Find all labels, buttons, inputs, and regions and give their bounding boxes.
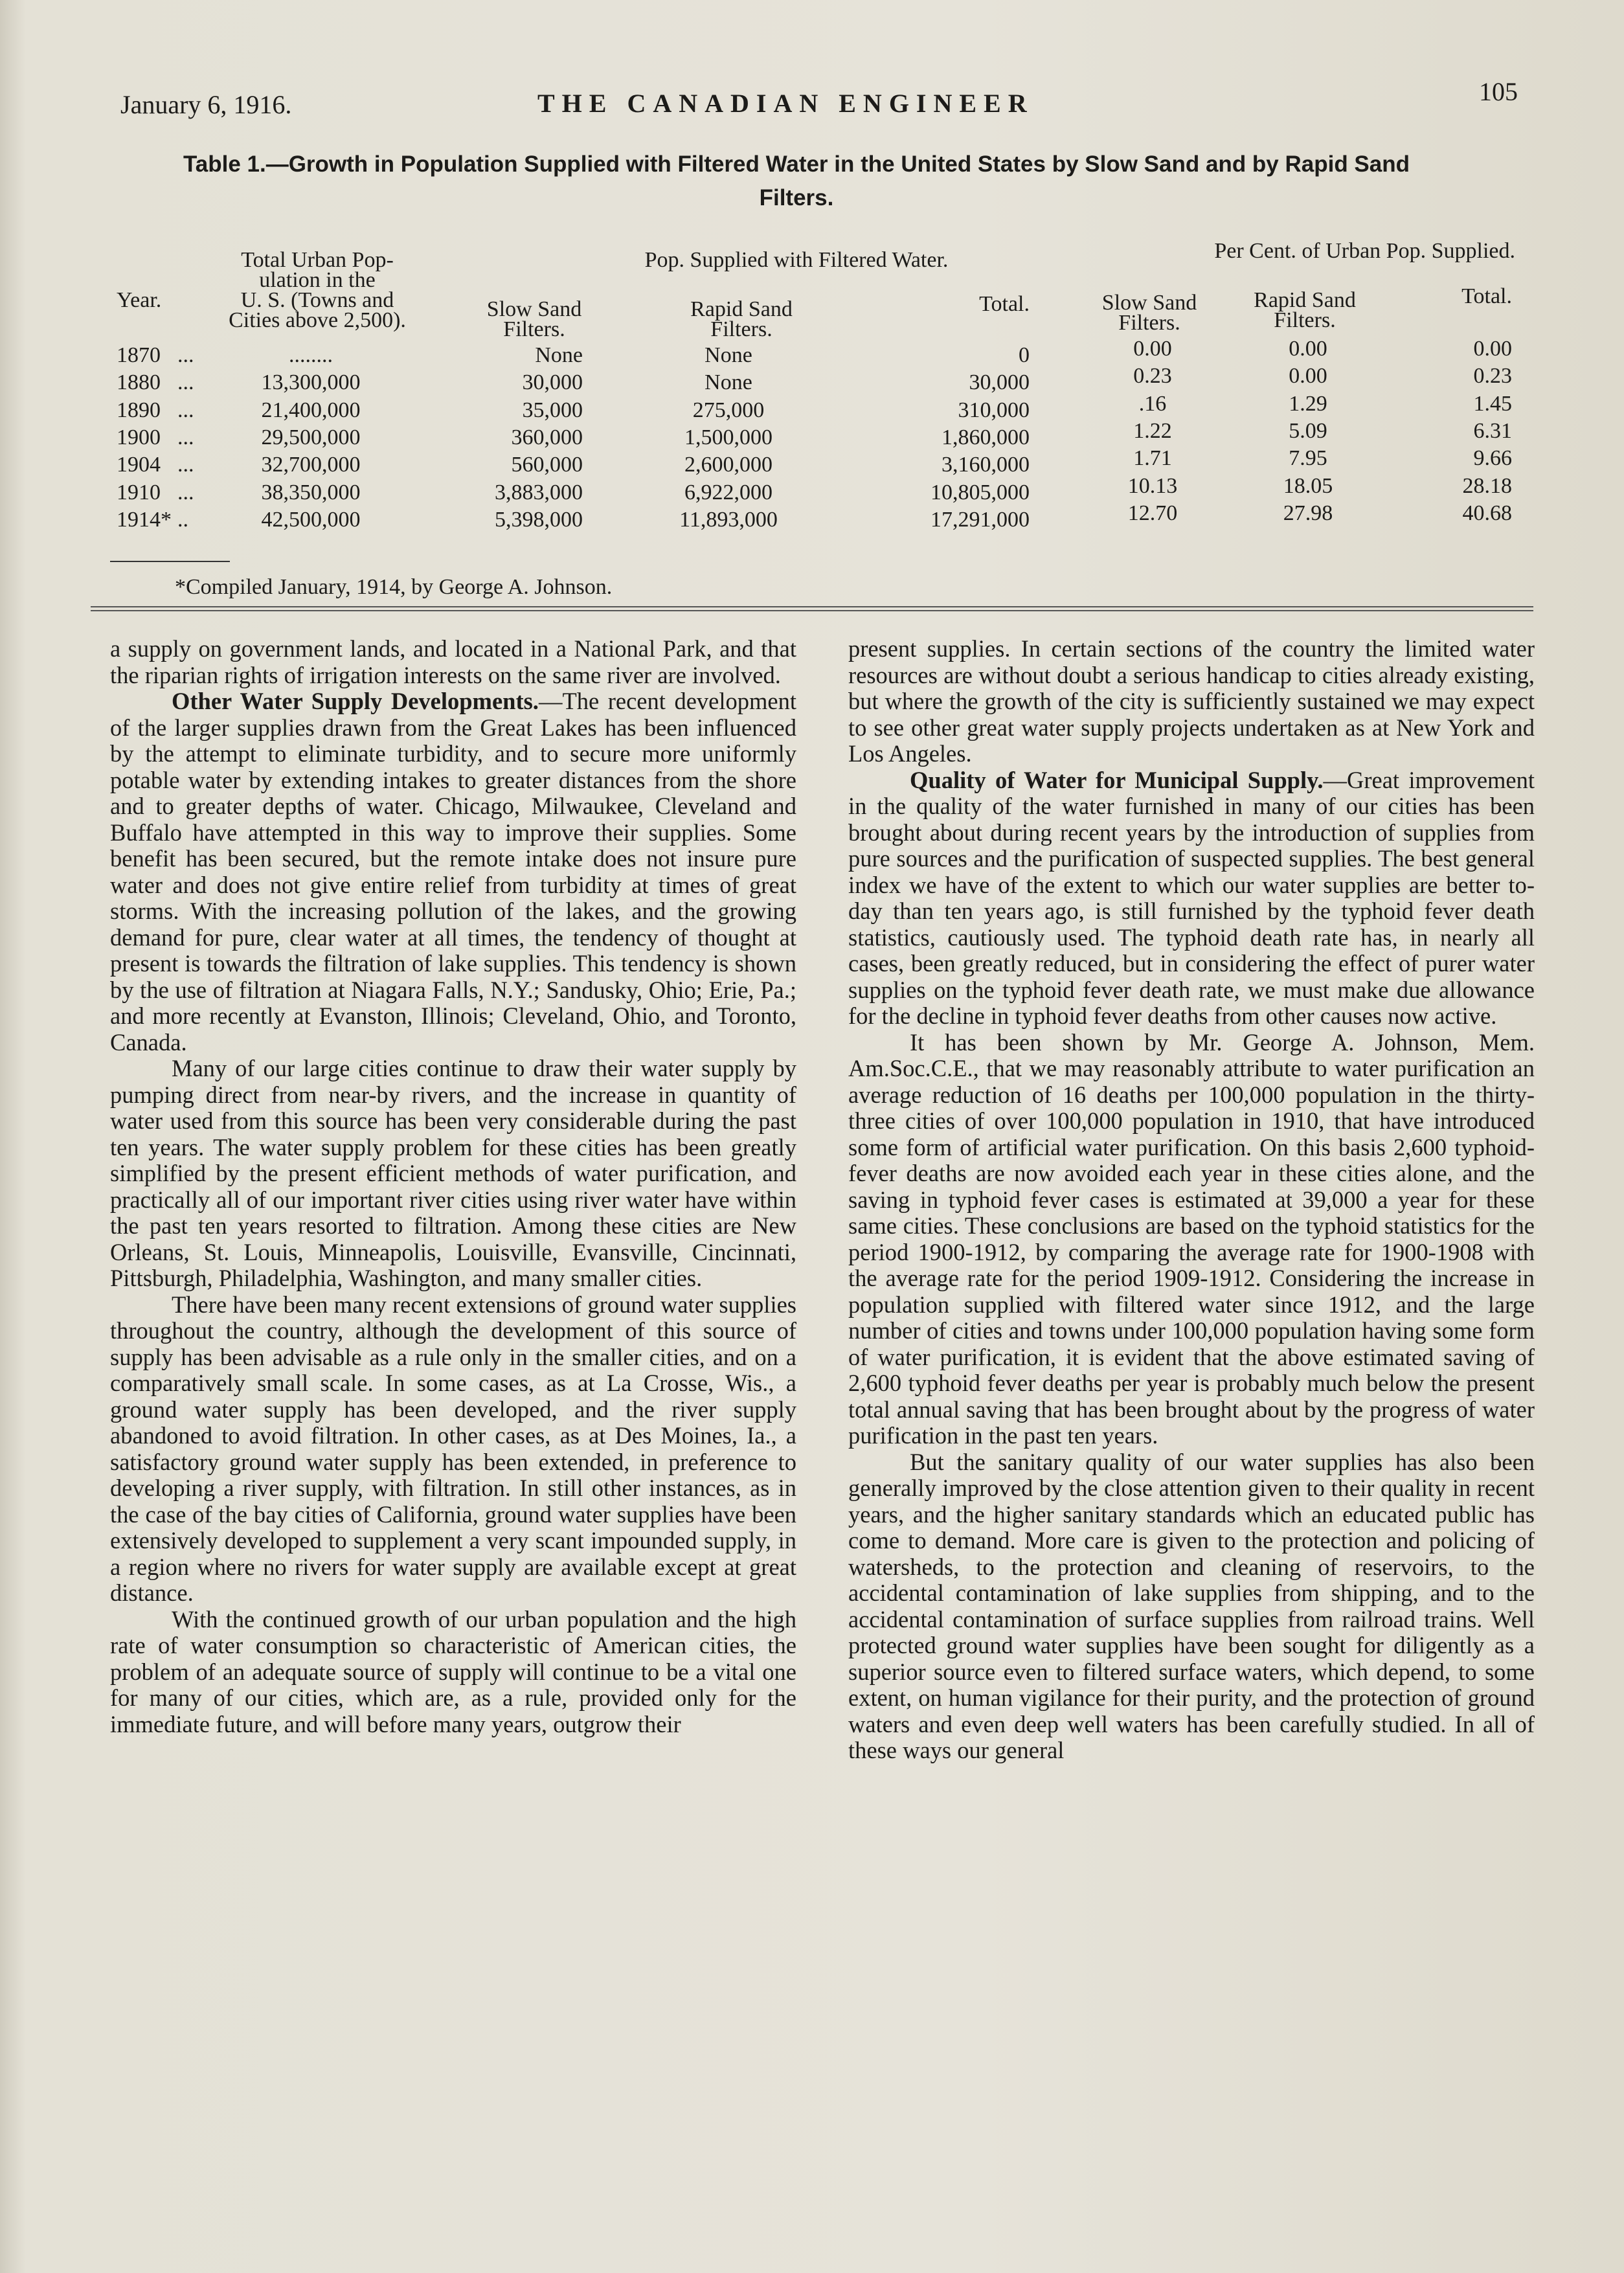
paragraph-text: present supplies. In certain sections of the country the limited water resources are without doubt a serious handicap to cities already existing, but where the growth of the city is sufficiently sustained we may expect to see other great water supply projects undertaken as at New York and Los Angeles.: [848, 635, 1535, 767]
cell-urban: ........: [289, 343, 333, 367]
cell-total: 3,160,000: [942, 453, 1030, 477]
paragraph-text: Many of our large cities continue to draw their water supply by pumping direct from near-by rivers, and the increase in quantity of water used from this source has been very considerable during the past ten years. The water supply problem for these cities has been greatly simplified by the present efficient methods of water purification, and practically all of our important river cities using river water have within the past ten years resorted to filtration. Among these cities are New Orleans, St. Louis, Minneapolis, Louisville, Evansville, Cincinnati, Pittsburgh, Philadelphia, Washington, and many smaller cities.: [110, 1055, 796, 1291]
cell-year: 1880: [117, 370, 161, 395]
cell-pct-slow: 0.23: [1133, 364, 1172, 389]
cell-pct-total: 0.00: [1473, 337, 1512, 361]
header-year: Year.: [117, 288, 162, 312]
cell-total: 10,805,000: [930, 480, 1030, 504]
cell-pct-rapid: 5.09: [1289, 418, 1327, 443]
header-rapid-sand: Rapid Sand Filters.: [690, 297, 793, 341]
cell-pct-rapid: 0.00: [1289, 364, 1327, 389]
cell-pct-total: 40.68: [1462, 501, 1512, 525]
cell-total: 1,860,000: [942, 425, 1030, 449]
cell-rapid: 6,922,000: [684, 480, 773, 504]
cell-pct-slow: 0.00: [1133, 337, 1172, 361]
cell-urban: 42,500,000: [261, 507, 361, 532]
issue-date: January 6, 1916.: [120, 90, 292, 119]
cell-slow: 30,000: [522, 370, 583, 395]
header-slow-sand: Slow Sand Filters.: [486, 297, 582, 341]
cell-total: 0: [1019, 343, 1030, 367]
cell-pct-total: 0.23: [1473, 364, 1512, 389]
cell-rapid: 2,600,000: [684, 453, 773, 477]
cell-rapid: None: [705, 370, 752, 395]
cell-rapid: 11,893,000: [679, 507, 778, 532]
cell-dots: ...: [177, 343, 194, 367]
cell-rapid: None: [705, 343, 752, 367]
cell-slow: 35,000: [522, 398, 583, 422]
header-urban-pop: Total Urban Pop- ulation in the U. S. (Towns and Cities above 2,500).: [229, 248, 406, 332]
cell-pct-total: 9.66: [1473, 446, 1512, 471]
paragraph: [848, 1449, 1535, 1764]
cell-dots: ...: [177, 370, 194, 395]
journal-title: THE CANADIAN ENGINEER: [537, 89, 1034, 118]
cell-pct-rapid: 18.05: [1283, 473, 1333, 498]
paragraph-text: With the continued growth of our urban population and the high rate of water consumption so characteristic of American cities, the problem of an adequate source of supply will continue to be a vital one for many of our cities, which are, as a rule, provided only for the immediate future, and will before many years, outgrow their: [110, 1605, 796, 1737]
cell-pct-slow: 12.70: [1127, 501, 1178, 525]
cell-slow: 360,000: [511, 425, 583, 449]
cell-pct-total: 1.45: [1473, 391, 1512, 416]
paragraph: [848, 636, 1535, 767]
cell-pct-slow: .16: [1138, 391, 1167, 416]
cell-rapid: 275,000: [692, 398, 765, 422]
cell-dots: ...: [177, 398, 194, 422]
cell-pct-slow: 10.13: [1127, 473, 1178, 498]
section-divider: [91, 606, 1533, 611]
cell-rapid: 1,500,000: [684, 425, 773, 449]
cell-dots: ...: [177, 453, 194, 477]
cell-slow: 5,398,000: [495, 507, 583, 532]
cell-pct-slow: 1.22: [1133, 418, 1172, 443]
cell-slow: None: [535, 343, 583, 367]
page-number: 105: [1479, 77, 1518, 106]
paragraph-text: a supply on government lands, and located in a National Park, and that the riparian rights of irrigation interests on the same river are involved.: [110, 635, 796, 688]
cell-dots: ...: [177, 425, 194, 449]
cell-year: 1900: [117, 425, 161, 449]
cell-pct-rapid: 27.98: [1283, 501, 1333, 525]
left-column: [110, 636, 796, 1737]
paragraph: [110, 636, 796, 688]
right-column: [848, 636, 1535, 1764]
cell-slow: 3,883,000: [495, 480, 583, 504]
header-pct-slow-sand: Slow Sand Filters.: [1101, 291, 1197, 335]
running-header: [117, 76, 1518, 122]
cell-total: 30,000: [969, 370, 1030, 395]
cell-urban: 13,300,000: [261, 370, 361, 395]
header-pct-rapid-sand: Rapid Sand Filters.: [1254, 288, 1356, 332]
cell-year: 1890: [117, 398, 161, 422]
cell-urban: 38,350,000: [261, 480, 361, 504]
header-percent-group: Per Cent. of Urban Pop. Supplied.: [1214, 239, 1515, 263]
section-heading: Quality of Water for Municipal Supply.: [910, 766, 1324, 793]
cell-pct-slow: 1.71: [1133, 446, 1172, 471]
paragraph-text: There have been many recent extensions of ground water supplies throughout the country, although the development of this source of supply has been advisable as a rule only in the smaller cities, and on a comparatively small scale. In some cases, as at La Crosse, Wis., a ground water supply has been developed, and the river supply abandoned to avoid filtration. In other cases, as at Des Moines, Ia., a satisfactory ground water supply has been extended, in preference to developing a river supply, with filtration. In still other instances, as in the case of the bay cities of California, ground water supplies have been extensively developed to supplement a very scant impounded supply, in a region where no rivers for water supply are available except at great distance.: [110, 1291, 796, 1606]
cell-pct-total: 28.18: [1462, 473, 1512, 498]
cell-total: 310,000: [958, 398, 1030, 422]
section-heading: Other Water Supply Developments.: [172, 688, 539, 714]
header-pct-total: Total.: [1461, 284, 1512, 308]
cell-urban: 32,700,000: [261, 453, 361, 477]
footnote-rule: [110, 561, 230, 562]
cell-pct-rapid: 0.00: [1289, 337, 1327, 361]
paragraph: [110, 1056, 796, 1292]
cell-year: 1910: [117, 480, 161, 504]
cell-year: 1904: [117, 453, 161, 477]
paragraph: [110, 1607, 796, 1738]
cell-dots: ..: [177, 507, 188, 532]
cell-slow: 560,000: [511, 453, 583, 477]
cell-pct-total: 6.31: [1473, 418, 1512, 443]
cell-dots: ...: [177, 480, 194, 504]
cell-urban: 21,400,000: [261, 398, 361, 422]
cell-pct-rapid: 1.29: [1289, 391, 1327, 416]
table-title: Table 1.—Growth in Population Supplied with Filtered Water in the United States by Slow Sand and by Rapid Sand Filters.: [183, 152, 1410, 210]
paragraph-text: It has been shown by Mr. George A. Johnson, Mem. Am.Soc.C.E., that we may reasonably attribute to water purification an average reduction of 16 deaths per 100,000 population in the thirty-three cities of over 100,000 population in 1910, that have introduced some form of artificial water purification. On this basis 2,600 typhoid-fever deaths are now avoided each year in these cities alone, and the saving in typhoid fever cases is estimated at 39,000 a year for these same cities. These conclusions are based on the typhoid statistics for the period 1900-1912, by comparing the average rate for 1900-1908 with the average rate for the period 1909-1912. Considering the increase in population supplied with filtered water since 1912, and the large number of cities and towns under 100,000 population having some form of water purification, it is evident that the above estimated saving of 2,600 typhoid fever deaths per year is probably much below the present total annual saving that has been brought about by the progress of water purification in the past ten years.: [848, 1028, 1535, 1449]
population-table: [117, 239, 1515, 613]
header-filtered-group: Pop. Supplied with Filtered Water.: [644, 248, 949, 272]
paragraph-text: —Great improvement in the quality of the water furnished in many of our cities has been brought about during recent years by the introduction of supplies from pure sources and the purification of suspected supplies. The best general index we have of the extent to which our water supplies are better to-day than ten years ago, is still furnished by the typhoid fever death statistics, cautiously used. The typhoid death rate has, in nearly all cases, been greatly reduced, but in considering the effect of purer water supplies on the typhoid fever death rate, we must make due allowance for the decline in typhoid fever deaths from other causes now active.: [848, 766, 1535, 1029]
paragraph-text: —The recent development of the larger supplies drawn from the Great Lakes has been influenced by the attempt to eliminate turbidity, and to secure more uniformly potable water by extending intakes to greater distances from the shore and to greater depths of water. Chicago, Milwaukee, Cleveland and Buffalo have attempted in this way to improve their supplies. Some benefit has been secured, but the remote intake does not insure pure water and does not give entire relief from turbidity at times of great storms. With the increasing pollution of the lakes, and the growing demand for pure, clear water at all times, the tendency of thought at present is towards the filtration of lake supplies. This tendency is shown by the use of filtration at Niagara Falls, N.Y.; Sandusky, Ohio; Erie, Pa.; and more recently at Evanston, Illinois; Cleveland, Ohio, and Toronto, Canada.: [110, 688, 796, 1056]
paragraph: [848, 1030, 1535, 1449]
header-total: Total.: [979, 292, 1030, 316]
cell-pct-rapid: 7.95: [1289, 446, 1327, 471]
cell-year: 1914*: [117, 507, 172, 532]
paragraph: [110, 688, 796, 1056]
cell-total: 17,291,000: [930, 507, 1030, 532]
paragraph: [110, 1292, 796, 1607]
table-footnote: *Compiled January, 1914, by George A. Johnson.: [175, 575, 613, 599]
paragraph-text: But the sanitary quality of our water supplies has also been generally improved by the close attention given to their quality in recent years, and the higher sanitary standards which an educated public has come to demand. More care is given to the protection and policing of watersheds, to the protection and cleaning of reservoirs, to the accidental contamination of lake supplies from shipping, and to the accidental contamination of surface supplies from railroad trains. Well protected ground water supplies have been sought for diligently as a superior source even to filtered surface waters, which depend, to some extent, on human vigilance for their purity, and the protection of ground waters and even deep well waters has been carefully studied. In all of these ways our general: [848, 1448, 1535, 1763]
cell-urban: 29,500,000: [261, 425, 361, 449]
cell-year: 1870: [117, 343, 161, 367]
paragraph: [848, 767, 1535, 1030]
